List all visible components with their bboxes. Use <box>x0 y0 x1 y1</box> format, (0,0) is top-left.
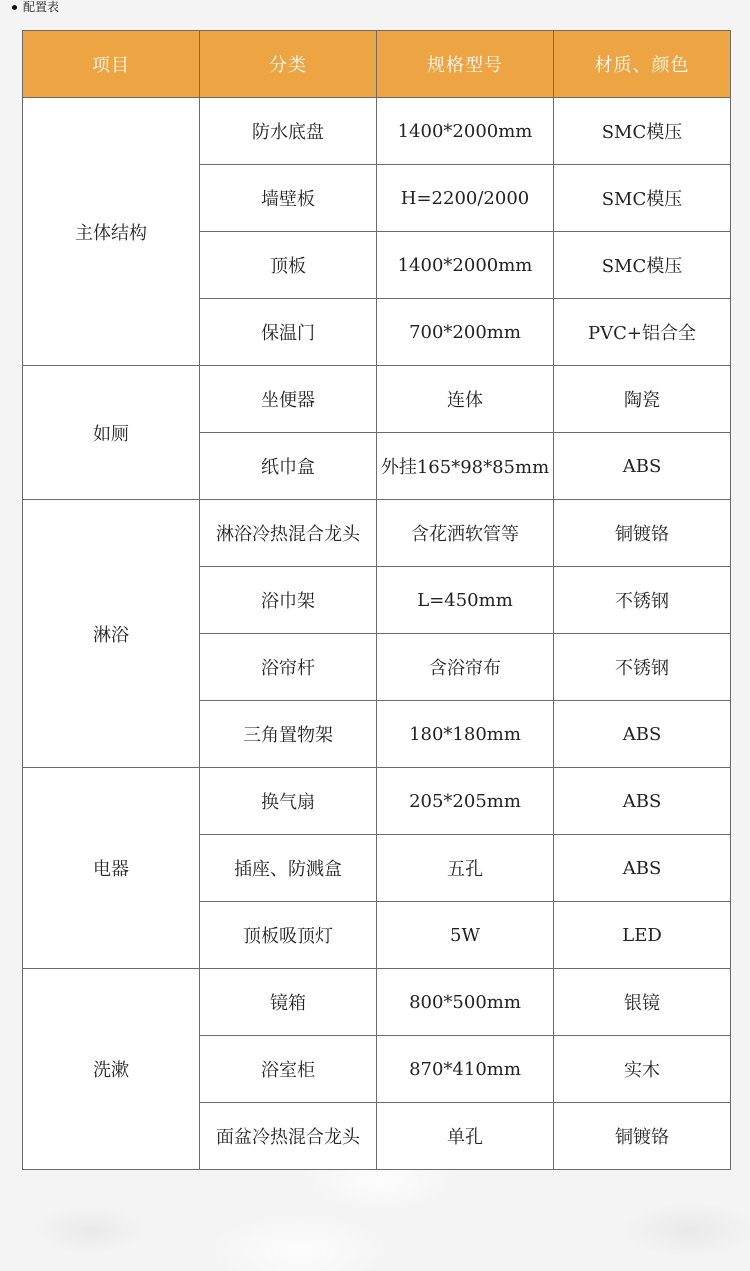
category-cell: 浴巾架 <box>200 567 377 634</box>
spec-cell: 870*410mm <box>377 1036 554 1103</box>
material-cell: ABS <box>554 433 731 500</box>
category-cell: 顶板 <box>200 232 377 299</box>
category-cell: 纸巾盒 <box>200 433 377 500</box>
category-cell: 防水底盘 <box>200 98 377 165</box>
material-cell: ABS <box>554 835 731 902</box>
header-material: 材质、颜色 <box>554 31 731 98</box>
category-cell: 淋浴冷热混合龙头 <box>200 500 377 567</box>
category-cell: 浴室柜 <box>200 1036 377 1103</box>
category-cell: 面盆冷热混合龙头 <box>200 1103 377 1170</box>
spec-cell: 含浴帘布 <box>377 634 554 701</box>
material-cell: 铜镀铬 <box>554 1103 731 1170</box>
table-row <box>23 366 731 433</box>
group-cell: 主体结构 <box>23 98 200 366</box>
spec-cell: 180*180mm <box>377 701 554 768</box>
category-cell: 墙壁板 <box>200 165 377 232</box>
spec-cell: 1400*2000mm <box>377 98 554 165</box>
spec-cell: 五孔 <box>377 835 554 902</box>
material-cell: 实木 <box>554 1036 731 1103</box>
category-cell: 换气扇 <box>200 768 377 835</box>
material-cell: LED <box>554 902 731 969</box>
spec-cell: 单孔 <box>377 1103 554 1170</box>
category-cell: 浴帘杆 <box>200 634 377 701</box>
config-table-header <box>23 31 731 98</box>
spec-cell: 800*500mm <box>377 969 554 1036</box>
spec-cell: 1400*2000mm <box>377 232 554 299</box>
material-cell: SMC模压 <box>554 98 731 165</box>
material-cell: 陶瓷 <box>554 366 731 433</box>
material-cell: 银镜 <box>554 969 731 1036</box>
group-cell: 如厕 <box>23 366 200 500</box>
material-cell: 不锈钢 <box>554 567 731 634</box>
category-cell: 顶板吸顶灯 <box>200 902 377 969</box>
group-cell: 洗漱 <box>23 969 200 1170</box>
spec-cell: H=2200/2000 <box>377 165 554 232</box>
material-cell: PVC+铝合全 <box>554 299 731 366</box>
material-cell: SMC模压 <box>554 232 731 299</box>
config-table <box>22 30 731 1170</box>
category-cell: 插座、防溅盒 <box>200 835 377 902</box>
spec-cell: 5W <box>377 902 554 969</box>
section-title-text: 配置表 <box>23 0 60 14</box>
config-table-body <box>23 98 731 1170</box>
spec-cell: L=450mm <box>377 567 554 634</box>
category-cell: 镜箱 <box>200 969 377 1036</box>
spec-cell: 外挂165*98*85mm <box>377 433 554 500</box>
spec-cell: 连体 <box>377 366 554 433</box>
header-spec: 规格型号 <box>377 31 554 98</box>
material-cell: ABS <box>554 701 731 768</box>
material-cell: 不锈钢 <box>554 634 731 701</box>
category-cell: 三角置物架 <box>200 701 377 768</box>
material-cell: SMC模压 <box>554 165 731 232</box>
group-cell: 电器 <box>23 768 200 969</box>
table-row <box>23 98 731 165</box>
spec-cell: 700*200mm <box>377 299 554 366</box>
table-row <box>23 500 731 567</box>
section-title <box>12 0 59 14</box>
header-item: 项目 <box>23 31 200 98</box>
header-row <box>23 31 731 98</box>
table-row <box>23 969 731 1036</box>
group-cell: 淋浴 <box>23 500 200 768</box>
header-category: 分类 <box>200 31 377 98</box>
material-cell: ABS <box>554 768 731 835</box>
category-cell: 保温门 <box>200 299 377 366</box>
category-cell: 坐便器 <box>200 366 377 433</box>
material-cell: 铜镀铬 <box>554 500 731 567</box>
spec-cell: 205*205mm <box>377 768 554 835</box>
spec-cell: 含花洒软管等 <box>377 500 554 567</box>
bullet-icon <box>12 5 17 10</box>
table-row <box>23 768 731 835</box>
